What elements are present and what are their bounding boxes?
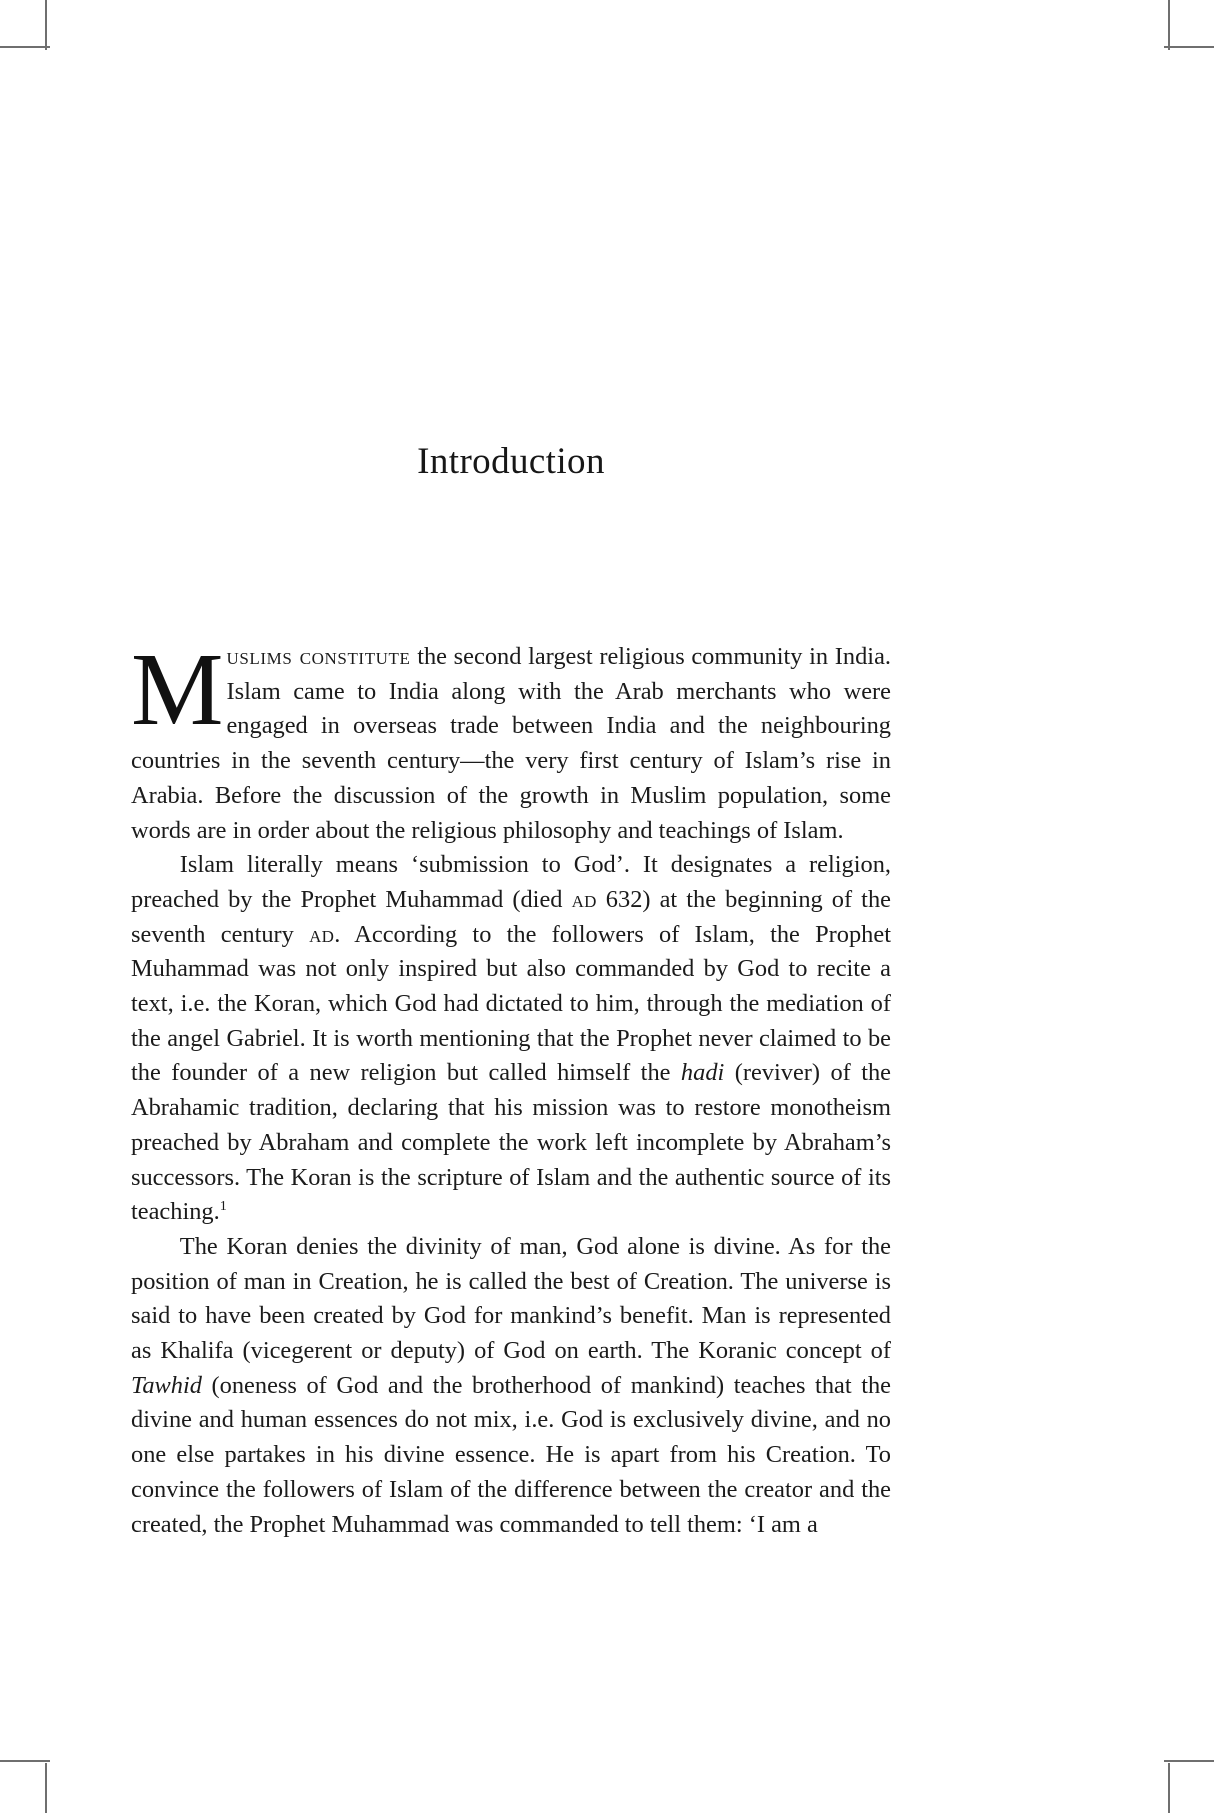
crop-mark-bottom-left-vertical [45,1763,47,1813]
crop-mark-bottom-left-horizontal [0,1760,50,1762]
paragraph-1 [131,632,891,848]
chapter-title: Introduction [417,441,605,482]
p2-italic-hadi: hadi [680,1059,725,1087]
p3-seg-0: The Koran denies the divinity of man, God alone is divine. As for the position of man in Creation, he is called the best of Creation. The universe is said to have been created by God for mankind’s benefit. Man is represented as Khalifa (vicegerent or deputy) of God on earth. The Koranic concept of [131,1232,891,1365]
body-text [131,483,891,1542]
p2-seg-0: Islam literally means ‘submission to God’. It designates a religion, preached by the Prophet Muhammad (died [131,851,891,913]
crop-mark-bottom-right-vertical [1168,1763,1170,1813]
small-caps-lead-in: uslims constitute [226,643,411,670]
crop-mark-top-left-vertical [45,0,47,50]
footnote-marker-1[interactable]: 1 [219,1198,227,1215]
paragraph-3 [131,1230,891,1542]
p2-seg-4: . According to the followers of Islam, the Prophet Muhammad was not only inspired but also commanded by God to recite a text, i.e. the Koran, which God had dictated to him, through the mediation of the angel Gabriel. It is worth mentioning that the Prophet never claimed to be the founder of a new religion but called himself the [131,920,891,1087]
p2-smallcaps-ad-2: ad [309,920,335,948]
paragraph-1-text: the second largest religious community in India. Islam came to India along with the Arab merchants who were engaged in overseas trade between India and the neighbouring countries in the seventh century—the very first century of Islam’s rise in Arabia. Before the discussion of the growth in Muslim population, some words are in order about the religious philosophy and teachings of Islam. [131,643,891,844]
p2-seg-2: 632) at the beginning of the seventh century [131,885,891,948]
crop-mark-top-right-horizontal [1164,46,1214,48]
p3-italic-tawhid: Tawhid [131,1371,202,1399]
crop-mark-bottom-right-horizontal [1164,1760,1214,1762]
p3-seg-2: (oneness of God and the brotherhood of mankind) teaches that the divine and human essences do not mix, i.e. God is exclusively divine, and no one else partakes in his divine essence. He is apart from his Creation. To convince the followers of Islam of the difference between the creator and the created, the Prophet Muhammad was commanded to tell them: ‘I am a [131,1371,891,1538]
drop-cap-letter: M [131,632,224,747]
p2-smallcaps-ad-1: ad [571,885,597,913]
paragraph-2 [131,848,891,1230]
text-block [131,0,891,1542]
p2-seg-6: (reviver) of the Abrahamic tradition, declaring that his mission was to restore monotheism preached by Abraham and complete the work left incomplete by Abraham’s successors. The Koran is the scripture of Islam and the authentic source of its teaching. [131,1059,892,1226]
crop-mark-top-left-horizontal [0,46,50,48]
crop-mark-top-right-vertical [1168,0,1170,50]
